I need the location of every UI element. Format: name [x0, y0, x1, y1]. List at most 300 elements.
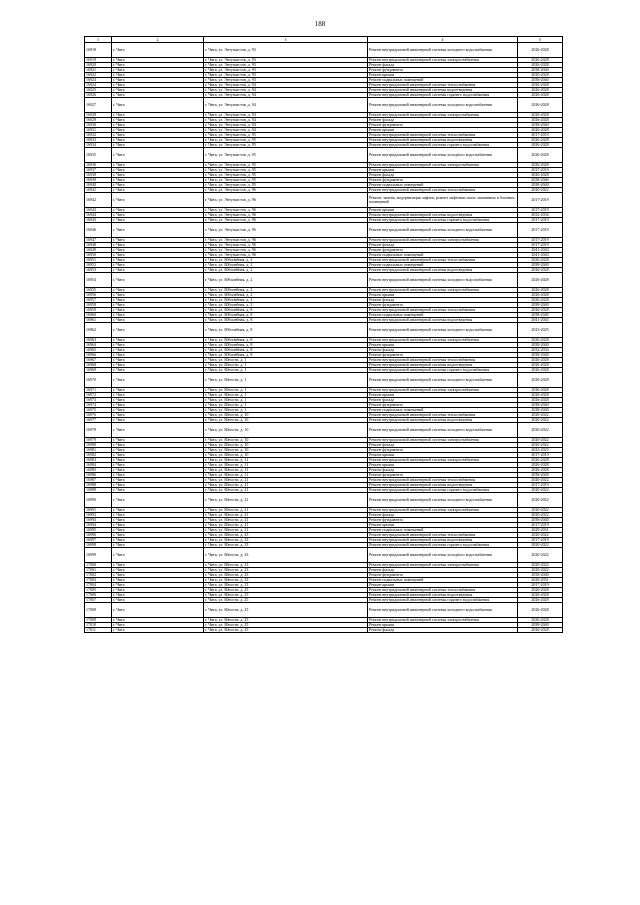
settlement-cell: г. Чита — [112, 413, 204, 418]
work-type-cell: Ремонт внутридомовой инженерной системы холодного водоснабжения — [368, 223, 518, 238]
period-cell: 2026-2028 — [518, 368, 563, 373]
work-type-cell: Ремонт крыши — [368, 623, 518, 628]
address-cell: г. Чита, ул. Энтузиастов, д. 95 — [204, 163, 368, 168]
settlement-cell: г. Чита — [112, 128, 204, 133]
row-number-cell: 17006 — [85, 593, 112, 598]
row-number-cell: 16982 — [85, 453, 112, 458]
row-number-cell: 16953 — [85, 268, 112, 273]
row-number-cell: 17011 — [85, 628, 112, 633]
address-cell: г. Чита, ул. Юности, д. 1 — [204, 363, 368, 368]
address-cell: г. Чита, ул. Энтузиастов, д. 95 — [204, 138, 368, 143]
period-cell: 2020-2022 — [518, 188, 563, 193]
table-row — [85, 223, 563, 238]
settlement-cell: г. Чита — [112, 548, 204, 563]
period-cell: 2020-2022 — [518, 478, 563, 483]
work-type-cell: Ремонт фундамента — [368, 303, 518, 308]
address-cell: г. Чита, ул. Энтузиастов, д. 94 — [204, 93, 368, 98]
work-type-cell: Ремонт фундамента — [368, 473, 518, 478]
row-number-cell: 16922 — [85, 73, 112, 78]
settlement-cell: г. Чита — [112, 43, 204, 58]
address-cell: г. Чита, ул. Юности, д. 23 — [204, 543, 368, 548]
row-number-cell: 16950 — [85, 253, 112, 258]
row-number-cell: 16948 — [85, 243, 112, 248]
row-number-cell: 16923 — [85, 78, 112, 83]
settlement-cell: г. Чита — [112, 513, 204, 518]
address-cell: г. Чита, ул. Энтузиастов, д. 94 — [204, 83, 368, 88]
address-cell: г. Чита, ул. Юбилейная, д. 2 — [204, 288, 368, 293]
period-cell: 2020-2022 — [518, 513, 563, 518]
period-cell: 2026-2028 — [518, 598, 563, 603]
period-cell: 2026-2028 — [518, 463, 563, 468]
settlement-cell: г. Чита — [112, 488, 204, 493]
period-cell: 2026-2028 — [518, 63, 563, 68]
row-number-cell: 16972 — [85, 393, 112, 398]
address-cell: г. Чита, ул. Энтузиастов, д. 93 — [204, 58, 368, 63]
work-type-cell: Ремонт внутридомовой инженерной системы теплоснабжения — [368, 188, 518, 193]
row-number-cell: 16928 — [85, 113, 112, 118]
period-cell: 2026-2028 — [518, 93, 563, 98]
work-type-cell: Ремонт внутридомовой инженерной системы теплоснабжения — [368, 588, 518, 593]
row-number-cell: 16963 — [85, 338, 112, 343]
settlement-cell: г. Чита — [112, 353, 204, 358]
period-cell: 2041-2043 — [518, 318, 563, 323]
period-cell: 2026-2028 — [518, 603, 563, 618]
work-type-cell: Ремонт фундамента — [368, 403, 518, 408]
address-cell: г. Чита, ул. Юности, д. 25 — [204, 588, 368, 593]
address-cell: г. Чита, ул. Энтузиастов, д. 95 — [204, 178, 368, 183]
settlement-cell: г. Чита — [112, 293, 204, 298]
work-type-cell: Ремонт внутридомовой инженерной системы водоотведения — [368, 418, 518, 423]
work-type-cell: Ремонт внутридомовой инженерной системы электроснабжения — [368, 508, 518, 513]
address-cell: г. Чита, ул. Юбилейная, д. 2 — [204, 268, 368, 273]
period-cell: 2026-2028 — [518, 628, 563, 633]
row-number-cell: 16995 — [85, 528, 112, 533]
capital-repair-table — [84, 36, 563, 633]
period-cell: 2026-2028 — [518, 398, 563, 403]
work-type-cell: Ремонт внутридомовой инженерной системы водоотведения — [368, 213, 518, 218]
work-type-cell: Ремонт фундамента — [368, 123, 518, 128]
work-type-cell: Ремонт внутридомовой инженерной системы горячего водоснабжения — [368, 218, 518, 223]
work-type-cell: Ремонт внутридомовой инженерной системы холодного водоснабжения — [368, 43, 518, 58]
address-cell: г. Чита, ул. Юности, д. 10 — [204, 413, 368, 418]
row-number-cell: 16977 — [85, 418, 112, 423]
period-cell: 2026-2028 — [518, 258, 563, 263]
settlement-cell: г. Чита — [112, 623, 204, 628]
period-cell: 2026-2028 — [518, 298, 563, 303]
work-type-cell: Ремонт внутридомовой инженерной системы водоотведения — [368, 138, 518, 143]
address-cell: г. Чита, ул. Энтузиастов, д. 96 — [204, 218, 368, 223]
table-row — [85, 193, 563, 208]
settlement-cell: г. Чита — [112, 253, 204, 258]
settlement-cell: г. Чита — [112, 168, 204, 173]
work-type-cell: Ремонт подвальных помещений — [368, 253, 518, 258]
settlement-cell: г. Чита — [112, 603, 204, 618]
work-type-cell: Ремонт, замена, модернизация лифтов, ремонт лифтовых шахт, машинных и блочных помещений — [368, 193, 518, 208]
settlement-cell: г. Чита — [112, 408, 204, 413]
row-number-cell: 16920 — [85, 63, 112, 68]
address-cell: г. Чита, ул. Энтузиастов, д. 95 — [204, 183, 368, 188]
address-cell: г. Чита, ул. Юбилейная, д. 8 — [204, 308, 368, 313]
work-type-cell: Ремонт внутридомовой инженерной системы электроснабжения — [368, 163, 518, 168]
period-cell: 2017-2019 — [518, 223, 563, 238]
work-type-cell: Ремонт внутридомовой инженерной системы теплоснабжения — [368, 258, 518, 263]
period-cell: 2041-2043 — [518, 248, 563, 253]
row-number-cell: 16958 — [85, 303, 112, 308]
address-cell: г. Чита, ул. Юбилейная, д. 2 — [204, 258, 368, 263]
settlement-cell: г. Чита — [112, 308, 204, 313]
row-number-cell: 16921 — [85, 68, 112, 73]
settlement-cell: г. Чита — [112, 138, 204, 143]
settlement-cell: г. Чита — [112, 523, 204, 528]
period-cell: 2038-2040 — [518, 303, 563, 308]
settlement-cell: г. Чита — [112, 143, 204, 148]
row-number-cell: 16927 — [85, 98, 112, 113]
address-cell: г. Чита, ул. Энтузиастов, д. 94 — [204, 123, 368, 128]
settlement-cell: г. Чита — [112, 68, 204, 73]
period-cell: 2020-2022 — [518, 413, 563, 418]
period-cell: 2017-2019 — [518, 483, 563, 488]
row-number-cell: 16985 — [85, 468, 112, 473]
row-number-cell: 16949 — [85, 248, 112, 253]
period-cell: 2017-2019 — [518, 453, 563, 458]
work-type-cell: Ремонт подвальных помещений — [368, 183, 518, 188]
period-cell: 2017-2019 — [518, 583, 563, 588]
address-cell: г. Чита, ул. Энтузиастов, д. 93 — [204, 68, 368, 73]
work-type-cell: Ремонт внутридомовой инженерной системы электроснабжения — [368, 563, 518, 568]
address-cell: г. Чита, ул. Энтузиастов, д. 94 — [204, 118, 368, 123]
table-row — [85, 628, 563, 633]
settlement-cell: г. Чита — [112, 133, 204, 138]
address-cell: г. Чита, ул. Юности, д. 1 — [204, 373, 368, 388]
period-cell: 2020-2022 — [518, 493, 563, 508]
period-cell: 2038-2040 — [518, 408, 563, 413]
period-cell: 2026-2028 — [518, 373, 563, 388]
work-type-cell: Ремонт внутридомовой инженерной системы водоотведения — [368, 483, 518, 488]
settlement-cell: г. Чита — [112, 223, 204, 238]
period-cell: 2038-2040 — [518, 573, 563, 578]
period-cell: 2026-2028 — [518, 143, 563, 148]
address-cell: г. Чита, ул. Юности, д. 10 — [204, 448, 368, 453]
work-type-cell: Ремонт внутридомовой инженерной системы электроснабжения — [368, 58, 518, 63]
period-cell: 2026-2028 — [518, 288, 563, 293]
settlement-cell: г. Чита — [112, 583, 204, 588]
address-cell: г. Чита, ул. Энтузиастов, д. 96 — [204, 188, 368, 193]
work-type-cell: Ремонт крыши — [368, 293, 518, 298]
address-cell: г. Чита, ул. Юбилейная, д. 8 — [204, 343, 368, 348]
period-cell: 2029-2031 — [518, 578, 563, 583]
row-number-cell: 17000 — [85, 563, 112, 568]
address-cell: г. Чита, ул. Юбилейная, д. 8 — [204, 313, 368, 318]
settlement-cell: г. Чита — [112, 63, 204, 68]
settlement-cell: г. Чита — [112, 148, 204, 163]
address-cell: г. Чита, ул. Юности, д. 1 — [204, 398, 368, 403]
table-row — [85, 148, 563, 163]
address-cell: г. Чита, ул. Энтузиастов, д. 95 — [204, 168, 368, 173]
settlement-cell: г. Чита — [112, 178, 204, 183]
address-cell: г. Чита, ул. Юности, д. 23 — [204, 538, 368, 543]
address-cell: г. Чита, ул. Юности, д. 10 — [204, 438, 368, 443]
period-cell: 2026-2028 — [518, 363, 563, 368]
period-cell: 2020-2022 — [518, 438, 563, 443]
settlement-cell: г. Чита — [112, 628, 204, 633]
address-cell: г. Чита, ул. Юности, д. 21 — [204, 508, 368, 513]
row-number-cell: 17008 — [85, 603, 112, 618]
column-header: 3 — [204, 37, 368, 43]
settlement-cell: г. Чита — [112, 563, 204, 568]
period-cell: 2023-2025 — [518, 323, 563, 338]
settlement-cell: г. Чита — [112, 248, 204, 253]
row-number-cell: 16989 — [85, 488, 112, 493]
address-cell: г. Чита, ул. Энтузиастов, д. 94 — [204, 98, 368, 113]
settlement-cell: г. Чита — [112, 78, 204, 83]
work-type-cell: Ремонт внутридомовой инженерной системы водоотведения — [368, 88, 518, 93]
row-number-cell: 17004 — [85, 583, 112, 588]
work-type-cell: Ремонт фасада — [368, 63, 518, 68]
address-cell: г. Чита, ул. Юбилейная, д. 2 — [204, 273, 368, 288]
address-cell: г. Чита, ул. Юности, д. 11 — [204, 463, 368, 468]
settlement-cell: г. Чита — [112, 393, 204, 398]
work-type-cell: Ремонт фасада — [368, 173, 518, 178]
row-number-cell: 16936 — [85, 163, 112, 168]
work-type-cell: Ремонт подвальных помещений — [368, 578, 518, 583]
period-cell: 2038-2040 — [518, 178, 563, 183]
work-type-cell: Ремонт внутридомовой инженерной системы теплоснабжения — [368, 358, 518, 363]
settlement-cell: г. Чита — [112, 343, 204, 348]
work-type-cell: Ремонт внутридомовой инженерной системы водоотведения — [368, 538, 518, 543]
address-cell: г. Чита, ул. Энтузиастов, д. 96 — [204, 238, 368, 243]
address-cell: г. Чита, ул. Юбилейная, д. 2 — [204, 303, 368, 308]
row-number-cell: 16969 — [85, 368, 112, 373]
settlement-cell: г. Чита — [112, 88, 204, 93]
address-cell: г. Чита, ул. Энтузиастов, д. 94 — [204, 88, 368, 93]
work-type-cell: Ремонт внутридомовой инженерной системы теплоснабжения — [368, 413, 518, 418]
row-number-cell: 16979 — [85, 438, 112, 443]
row-number-cell: 16947 — [85, 238, 112, 243]
period-cell: 2020-2022 — [518, 548, 563, 563]
address-cell: г. Чита, ул. Юности, д. 21 — [204, 513, 368, 518]
address-cell: г. Чита, ул. Юности, д. 23 — [204, 548, 368, 563]
column-header: 1 — [85, 37, 112, 43]
row-number-cell: 16991 — [85, 508, 112, 513]
row-number-cell: 16959 — [85, 308, 112, 313]
work-type-cell: Ремонт подвальных помещений — [368, 313, 518, 318]
period-cell: 2026-2028 — [518, 88, 563, 93]
work-type-cell: Ремонт фасада — [368, 243, 518, 248]
address-cell: г. Чита, ул. Энтузиастов, д. 96 — [204, 243, 368, 248]
settlement-cell: г. Чита — [112, 323, 204, 338]
period-cell: 2038-2040 — [518, 623, 563, 628]
work-type-cell: Ремонт фундамента — [368, 518, 518, 523]
settlement-cell: г. Чита — [112, 518, 204, 523]
address-cell: г. Чита, ул. Юности, д. 10 — [204, 423, 368, 438]
address-cell: г. Чита, ул. Энтузиастов, д. 93 — [204, 43, 368, 58]
work-type-cell: Ремонт подвальных помещений — [368, 408, 518, 413]
row-number-cell: 16933 — [85, 138, 112, 143]
table-row — [85, 493, 563, 508]
settlement-cell: г. Чита — [112, 438, 204, 443]
address-cell: г. Чита, ул. Юности, д. 21 — [204, 518, 368, 523]
period-cell: 2017-2019 — [518, 218, 563, 223]
settlement-cell: г. Чита — [112, 538, 204, 543]
row-number-cell: 16971 — [85, 388, 112, 393]
settlement-cell: г. Чита — [112, 238, 204, 243]
row-number-cell: 16924 — [85, 83, 112, 88]
row-number-cell: 17002 — [85, 573, 112, 578]
row-number-cell: 16993 — [85, 518, 112, 523]
row-number-cell: 16986 — [85, 473, 112, 478]
work-type-cell: Ремонт крыши — [368, 168, 518, 173]
settlement-cell: г. Чита — [112, 448, 204, 453]
address-cell: г. Чита, ул. Энтузиастов, д. 95 — [204, 148, 368, 163]
work-type-cell: Ремонт фасада — [368, 468, 518, 473]
address-cell: г. Чита, ул. Юности, д. 25 — [204, 618, 368, 623]
row-number-cell: 16925 — [85, 88, 112, 93]
work-type-cell: Ремонт внутридомовой инженерной системы теплоснабжения — [368, 533, 518, 538]
address-cell: г. Чита, ул. Юности, д. 1 — [204, 368, 368, 373]
work-type-cell: Ремонт внутридомовой инженерной системы горячего водоснабжения — [368, 368, 518, 373]
period-cell: 2026-2028 — [518, 468, 563, 473]
work-type-cell: Ремонт фасада — [368, 118, 518, 123]
row-number-cell: 16988 — [85, 483, 112, 488]
row-number-cell: 16951 — [85, 258, 112, 263]
row-number-cell: 16983 — [85, 458, 112, 463]
address-cell: г. Чита, ул. Энтузиастов, д. 95 — [204, 133, 368, 138]
settlement-cell: г. Чита — [112, 313, 204, 318]
work-type-cell: Ремонт внутридомовой инженерной системы холодного водоснабжения — [368, 603, 518, 618]
address-cell: г. Чита, ул. Юности, д. 25 — [204, 623, 368, 628]
period-cell: 2020-2022 — [518, 488, 563, 493]
period-cell: 2038-2040 — [518, 68, 563, 73]
address-cell: г. Чита, ул. Юбилейная, д. 2 — [204, 293, 368, 298]
address-cell: г. Чита, ул. Юности, д. 1 — [204, 358, 368, 363]
address-cell: г. Чита, ул. Энтузиастов, д. 93 — [204, 73, 368, 78]
work-type-cell: Ремонт фасада — [368, 628, 518, 633]
settlement-cell: г. Чита — [112, 123, 204, 128]
address-cell: г. Чита, ул. Юности, д. 1 — [204, 408, 368, 413]
work-type-cell: Ремонт внутридомовой инженерной системы теплоснабжения — [368, 83, 518, 88]
settlement-cell: г. Чита — [112, 593, 204, 598]
settlement-cell: г. Чита — [112, 218, 204, 223]
row-number-cell: 16957 — [85, 298, 112, 303]
address-cell: г. Чита, ул. Энтузиастов, д. 95 — [204, 173, 368, 178]
address-cell: г. Чита, ул. Юбилейная, д. 2 — [204, 263, 368, 268]
period-cell: 2026-2028 — [518, 58, 563, 63]
row-number-cell: 16976 — [85, 413, 112, 418]
work-type-cell: Ремонт фасада — [368, 298, 518, 303]
table-row — [85, 273, 563, 288]
table-body — [85, 43, 563, 633]
period-cell: 2026-2028 — [518, 393, 563, 398]
settlement-cell: г. Чита — [112, 578, 204, 583]
row-number-cell: 16996 — [85, 533, 112, 538]
settlement-cell: г. Чита — [112, 443, 204, 448]
settlement-cell: г. Чита — [112, 493, 204, 508]
row-number-cell: 16970 — [85, 373, 112, 388]
work-type-cell: Ремонт внутридомовой инженерной системы холодного водоснабжения — [368, 273, 518, 288]
settlement-cell: г. Чита — [112, 273, 204, 288]
work-type-cell: Ремонт внутридомовой инженерной системы холодного водоснабжения — [368, 423, 518, 438]
work-type-cell: Ремонт внутридомовой инженерной системы электроснабжения — [368, 618, 518, 623]
work-type-cell: Ремонт фундамента — [368, 248, 518, 253]
work-type-cell: Ремонт внутридомовой инженерной системы электроснабжения — [368, 338, 518, 343]
work-type-cell: Ремонт фундамента — [368, 448, 518, 453]
row-number-cell: 16926 — [85, 93, 112, 98]
period-cell: 2020-2022 — [518, 508, 563, 513]
settlement-cell: г. Чита — [112, 83, 204, 88]
settlement-cell: г. Чита — [112, 263, 204, 268]
settlement-cell: г. Чита — [112, 118, 204, 123]
settlement-cell: г. Чита — [112, 373, 204, 388]
period-cell: 2026-2028 — [518, 113, 563, 118]
row-number-cell: 16987 — [85, 478, 112, 483]
row-number-cell: 16942 — [85, 193, 112, 208]
settlement-cell: г. Чита — [112, 473, 204, 478]
address-cell: г. Чита, ул. Энтузиастов, д. 94 — [204, 113, 368, 118]
period-cell: 2020-2022 — [518, 533, 563, 538]
period-cell: 2020-2022 — [518, 423, 563, 438]
settlement-cell: г. Чита — [112, 58, 204, 63]
period-cell: 2026-2028 — [518, 593, 563, 598]
row-number-cell: 16956 — [85, 293, 112, 298]
period-cell: 2026-2028 — [518, 268, 563, 273]
period-cell: 2026-2028 — [518, 388, 563, 393]
period-cell: 2026-2028 — [518, 458, 563, 463]
period-cell: 2017-2019 — [518, 208, 563, 213]
address-cell: г. Чита, ул. Юбилейная, д. 8 — [204, 323, 368, 338]
settlement-cell: г. Чита — [112, 208, 204, 213]
address-cell: г. Чита, ул. Энтузиастов, д. 95 — [204, 143, 368, 148]
period-cell: 2038-2040 — [518, 353, 563, 358]
settlement-cell: г. Чита — [112, 298, 204, 303]
period-cell: 2026-2028 — [518, 308, 563, 313]
period-cell: 2026-2028 — [518, 118, 563, 123]
work-type-cell: Ремонт внутридомовой инженерной системы холодного водоснабжения — [368, 98, 518, 113]
work-type-cell: Ремонт крыши — [368, 453, 518, 458]
address-cell: г. Чита, ул. Энтузиастов, д. 96 — [204, 193, 368, 208]
period-cell: 2026-2028 — [518, 138, 563, 143]
work-type-cell: Ремонт внутридомовой инженерной системы электроснабжения — [368, 458, 518, 463]
settlement-cell: г. Чита — [112, 363, 204, 368]
period-cell: 2038-2040 — [518, 123, 563, 128]
period-cell: 2026-2028 — [518, 98, 563, 113]
work-type-cell: Ремонт фундамента — [368, 573, 518, 578]
work-type-cell: Ремонт крыши — [368, 523, 518, 528]
table-row — [85, 603, 563, 618]
address-cell: г. Чита, ул. Юности, д. 25 — [204, 628, 368, 633]
row-number-cell: 16975 — [85, 408, 112, 413]
work-type-cell: Ремонт крыши — [368, 463, 518, 468]
period-cell: 2038-2040 — [518, 473, 563, 478]
settlement-cell: г. Чита — [112, 288, 204, 293]
period-cell: 2041-2043 — [518, 253, 563, 258]
settlement-cell: г. Чита — [112, 478, 204, 483]
period-cell: 2026-2028 — [518, 83, 563, 88]
settlement-cell: г. Чита — [112, 193, 204, 208]
period-cell: 2023-2025 — [518, 448, 563, 453]
table-row — [85, 323, 563, 338]
settlement-cell: г. Чита — [112, 348, 204, 353]
settlement-cell: г. Чита — [112, 188, 204, 193]
work-type-cell: Ремонт внутридомовой инженерной системы теплоснабжения — [368, 133, 518, 138]
work-type-cell: Ремонт внутридомовой инженерной системы холодного водоснабжения — [368, 148, 518, 163]
address-cell: г. Чита, ул. Юбилейная, д. 8 — [204, 353, 368, 358]
work-type-cell: Ремонт крыши — [368, 208, 518, 213]
settlement-cell: г. Чита — [112, 588, 204, 593]
row-number-cell: 16990 — [85, 493, 112, 508]
period-cell: 2020-2022 — [518, 568, 563, 573]
table-row — [85, 373, 563, 388]
period-cell: 2026-2028 — [518, 148, 563, 163]
